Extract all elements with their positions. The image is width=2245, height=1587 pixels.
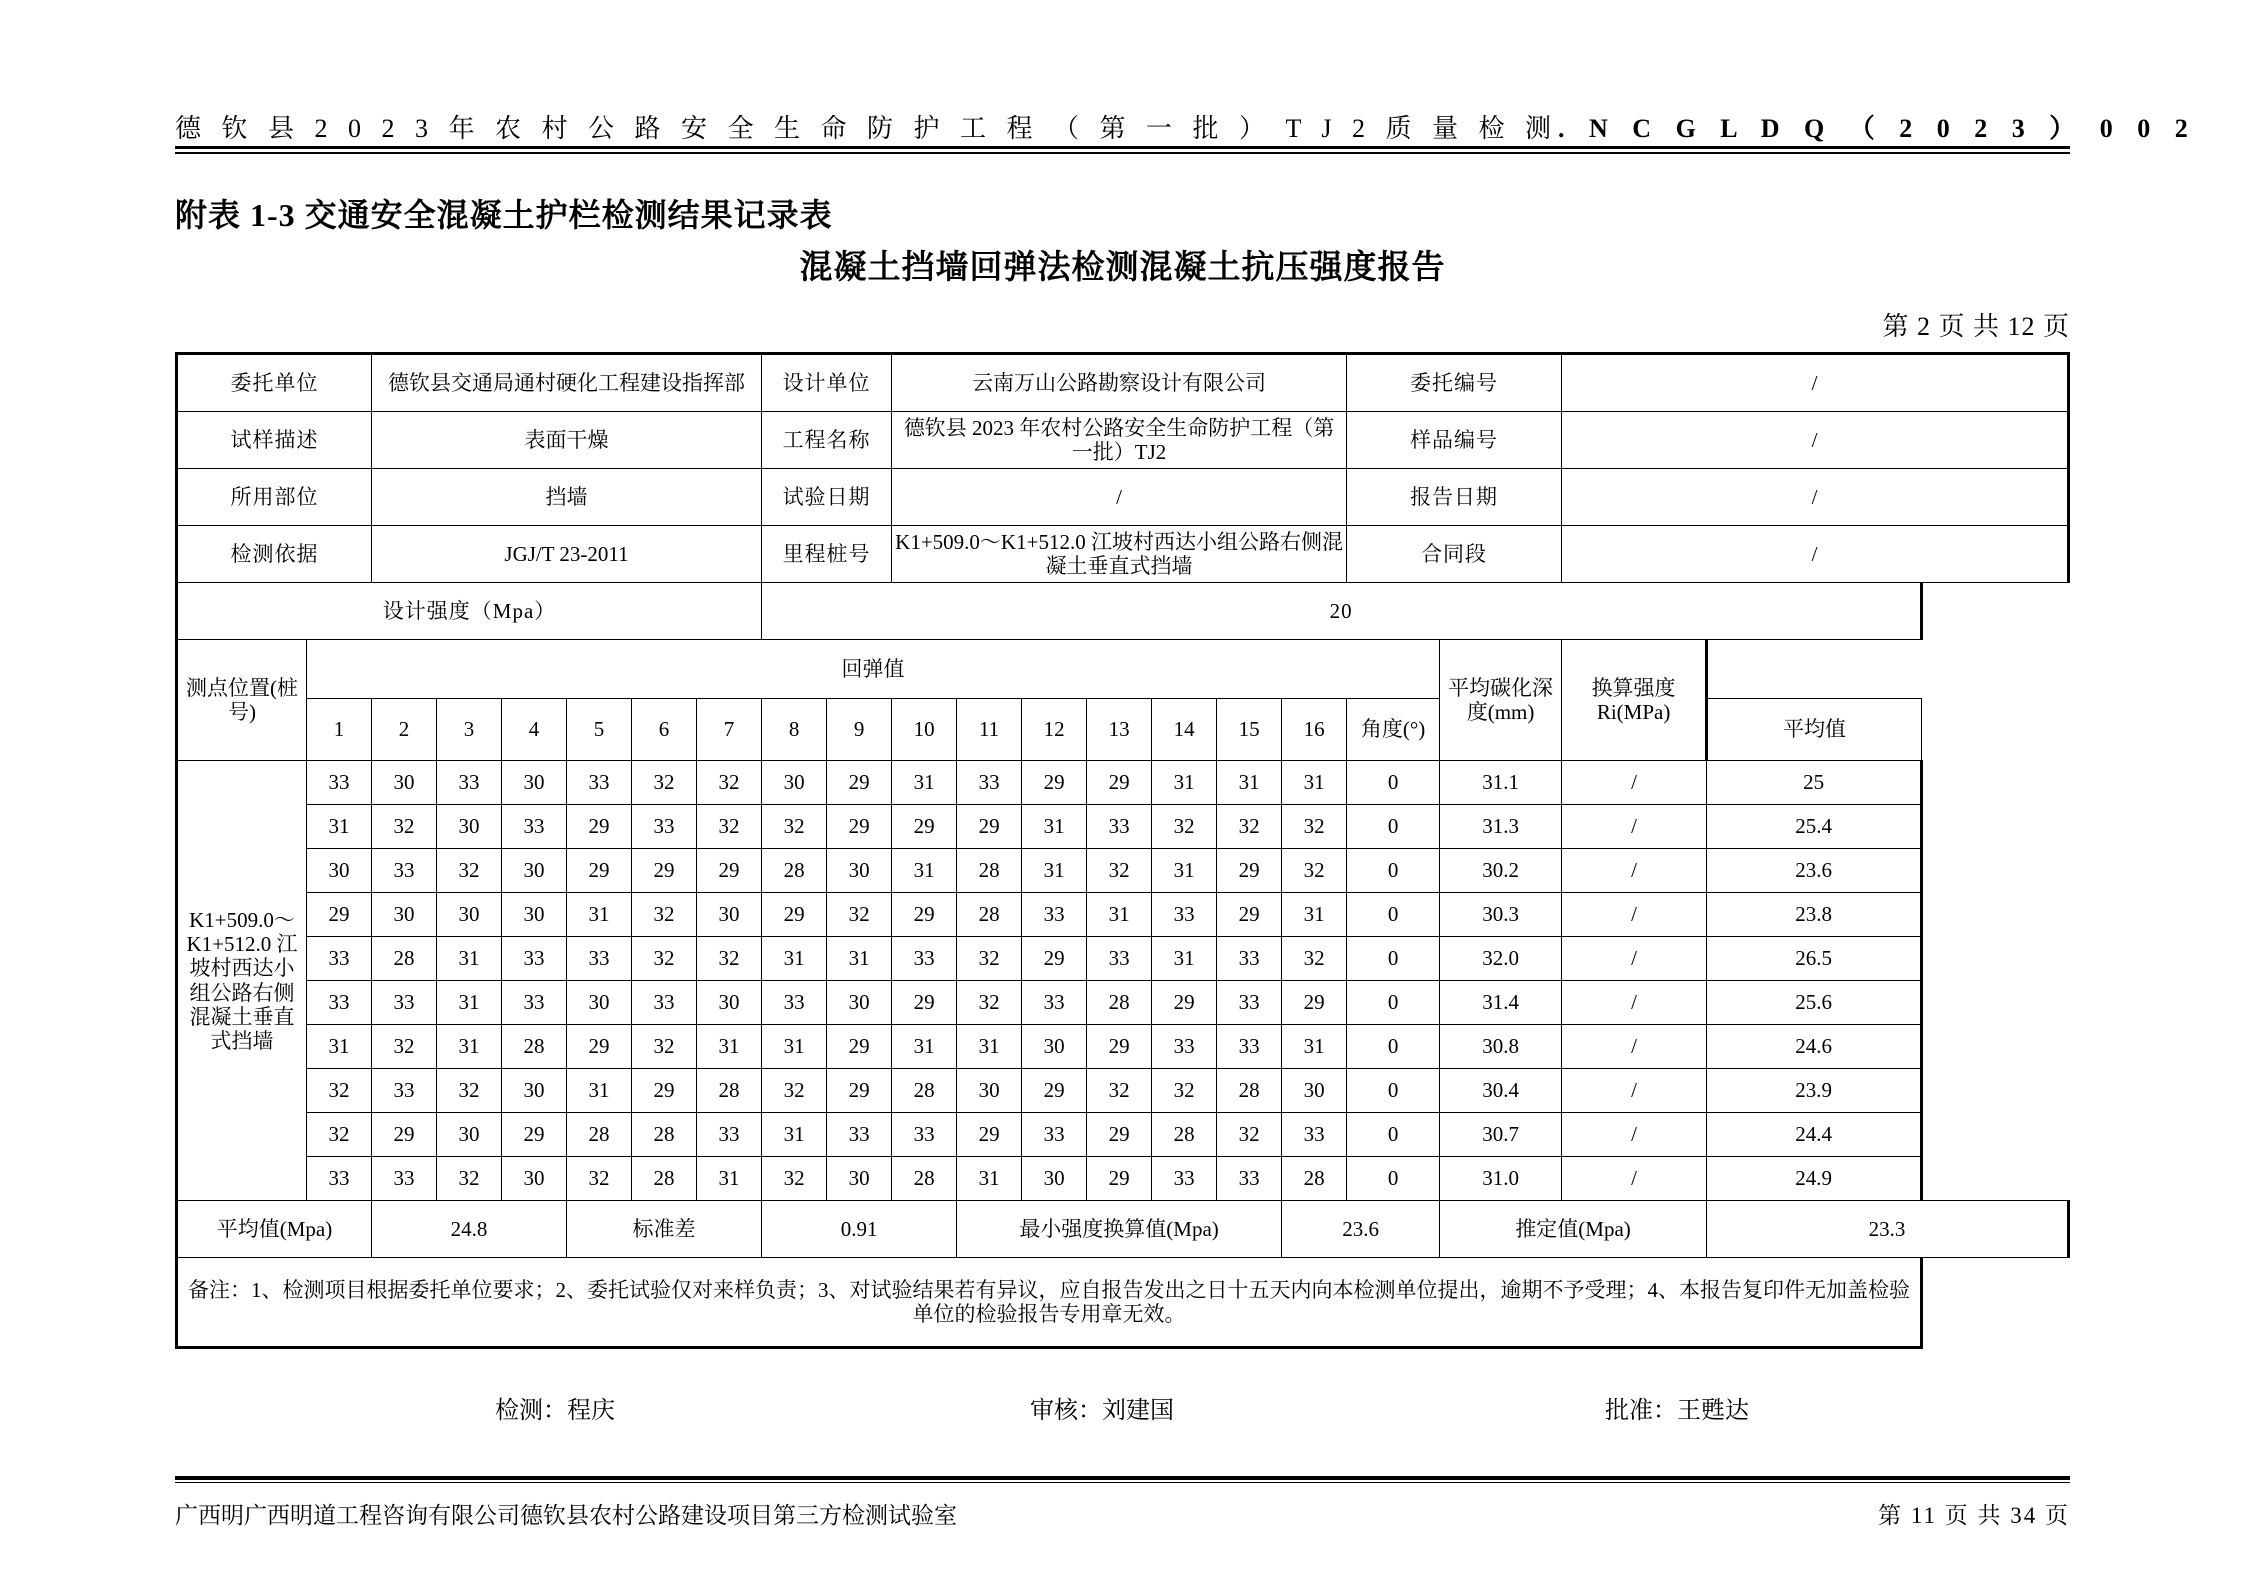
design-strength-row: [177, 583, 2069, 640]
rebound-cell-6: 32: [632, 893, 697, 937]
rebound-cell-16: 32: [1282, 937, 1347, 981]
rebound-cell-13: 33: [1087, 937, 1152, 981]
angle-header: 角度(°): [1347, 699, 1440, 761]
rebound-cell-4: 33: [502, 937, 567, 981]
location-value: K1+509.0～K1+512.0 江坡村西达小组公路右侧混凝土垂直式挡墙: [177, 761, 307, 1201]
rebound-cell-12: 31: [1022, 805, 1087, 849]
rebound-cell-1: 31: [307, 1025, 372, 1069]
contract-value: /: [1562, 526, 2069, 583]
estimated-label: 推定值(Mpa): [1440, 1201, 1707, 1258]
rebound-cell-11: 29: [957, 805, 1022, 849]
rebound-cell-14: 29: [1152, 981, 1217, 1025]
rebound-cell-5: 29: [567, 849, 632, 893]
basis-label: 检测依据: [177, 526, 372, 583]
rebound-cell-9: 29: [827, 805, 892, 849]
running-header: [175, 108, 2197, 145]
table-row: [177, 1069, 2069, 1113]
rebound-cell-4: 33: [502, 981, 567, 1025]
rebound-cell-8: 32: [762, 1157, 827, 1201]
average-header: 平均值: [1707, 699, 1922, 761]
rebound-cell-10: 33: [892, 1113, 957, 1157]
table-row: [177, 1025, 2069, 1069]
rebound-cell-10: 28: [892, 1069, 957, 1113]
rebound-cell-2: 33: [372, 981, 437, 1025]
average-cell: 31.1: [1440, 761, 1562, 805]
rebound-cell-9: 30: [827, 849, 892, 893]
table-row: [177, 805, 2069, 849]
table-head-cols-row: [177, 699, 2069, 761]
rebound-col-8: 8: [762, 699, 827, 761]
rebound-cell-4: 28: [502, 1025, 567, 1069]
rebound-cell-7: 30: [697, 893, 762, 937]
rebound-cell-11: 31: [957, 1157, 1022, 1201]
report-date-value: /: [1562, 469, 2069, 526]
header-divider: [175, 146, 2070, 154]
client-label: 委托单位: [177, 354, 372, 412]
rebound-cell-1: 30: [307, 849, 372, 893]
rebound-col-13: 13: [1087, 699, 1152, 761]
rebound-cell-1: 31: [307, 805, 372, 849]
rebound-cell-9: 30: [827, 1157, 892, 1201]
rebound-cell-4: 30: [502, 849, 567, 893]
rebound-cell-15: 33: [1217, 981, 1282, 1025]
rebound-cell-6: 29: [632, 1069, 697, 1113]
rebound-cell-1: 33: [307, 981, 372, 1025]
rebound-cell-14: 33: [1152, 893, 1217, 937]
part-value: 挡墙: [372, 469, 762, 526]
rebound-cell-5: 28: [567, 1113, 632, 1157]
rebound-cell-5: 29: [567, 805, 632, 849]
average-cell: 30.7: [1440, 1113, 1562, 1157]
rebound-cell-14: 31: [1152, 849, 1217, 893]
rebound-col-4: 4: [502, 699, 567, 761]
rebound-cell-13: 32: [1087, 849, 1152, 893]
converted-strength-cell: 25: [1707, 761, 1922, 805]
converted-strength-header: 换算强度 Ri(MPa): [1562, 640, 1707, 761]
rebound-col-7: 7: [697, 699, 762, 761]
rebound-cell-3: 32: [437, 1069, 502, 1113]
summary-row: [177, 1201, 2069, 1258]
rebound-cell-15: 31: [1217, 761, 1282, 805]
rebound-cell-14: 28: [1152, 1113, 1217, 1157]
designer-label: 设计单位: [762, 354, 892, 412]
rebound-cell-1: 29: [307, 893, 372, 937]
rebound-cell-14: 32: [1152, 1069, 1217, 1113]
rebound-cell-7: 30: [697, 981, 762, 1025]
rebound-col-2: 2: [372, 699, 437, 761]
angle-cell: 0: [1347, 849, 1440, 893]
angle-cell: 0: [1347, 937, 1440, 981]
rebound-cell-13: 32: [1087, 1069, 1152, 1113]
table-row: [177, 893, 2069, 937]
rebound-cell-8: 29: [762, 893, 827, 937]
rebound-cell-7: 29: [697, 849, 762, 893]
rebound-cell-3: 31: [437, 937, 502, 981]
info-row-sample-desc: [177, 412, 2069, 469]
entrust-no-value: /: [1562, 354, 2069, 412]
converted-strength-cell: 26.5: [1707, 937, 1922, 981]
rebound-cell-5: 30: [567, 981, 632, 1025]
rebound-cell-7: 32: [697, 937, 762, 981]
converted-strength-cell: 24.6: [1707, 1025, 1922, 1069]
carbonation-cell: /: [1562, 937, 1707, 981]
converted-strength-cell: 23.6: [1707, 849, 1922, 893]
rebound-cell-15: 28: [1217, 1069, 1282, 1113]
rebound-cell-2: 32: [372, 1025, 437, 1069]
rebound-cell-13: 31: [1087, 893, 1152, 937]
rebound-cell-7: 33: [697, 1113, 762, 1157]
rebound-cell-8: 32: [762, 805, 827, 849]
rebound-cell-4: 30: [502, 1069, 567, 1113]
rebound-cell-10: 29: [892, 981, 957, 1025]
rebound-cell-14: 33: [1152, 1025, 1217, 1069]
rebound-cell-15: 32: [1217, 805, 1282, 849]
running-header-right: . N C G L D Q （ 2 0 2 3 ） 0 0 2: [1558, 114, 2197, 143]
rebound-cell-12: 29: [1022, 761, 1087, 805]
running-header-left: 德 钦 县 2 0 2 3 年 农 村 公 路 安 全 生 命 防 护 工 程 （ 第 一 批 ） T J 2 质 量 检 测: [175, 114, 1559, 143]
rebound-cell-16: 31: [1282, 893, 1347, 937]
rebound-cell-6: 28: [632, 1113, 697, 1157]
rebound-cell-11: 28: [957, 893, 1022, 937]
rebound-cell-14: 31: [1152, 937, 1217, 981]
info-row-client: [177, 354, 2069, 412]
converted-strength-cell: 24.4: [1707, 1113, 1922, 1157]
rebound-cell-7: 31: [697, 1157, 762, 1201]
rebound-cell-16: 31: [1282, 761, 1347, 805]
rebound-cell-6: 33: [632, 981, 697, 1025]
rebound-cell-10: 29: [892, 893, 957, 937]
rebound-cell-7: 31: [697, 1025, 762, 1069]
rebound-cell-2: 33: [372, 1157, 437, 1201]
rebound-cell-9: 33: [827, 1113, 892, 1157]
rebound-cell-12: 30: [1022, 1157, 1087, 1201]
rebound-cell-11: 29: [957, 1113, 1022, 1157]
average-cell: 30.2: [1440, 849, 1562, 893]
rebound-cell-3: 31: [437, 1025, 502, 1069]
table-head-group-row: [177, 640, 2069, 699]
converted-strength-cell: 23.9: [1707, 1069, 1922, 1113]
info-row-basis: [177, 526, 2069, 583]
carbonation-header: 平均碳化深度(mm): [1440, 640, 1562, 761]
designer-value: 云南万山公路勘察设计有限公司: [892, 354, 1347, 412]
rebound-cell-15: 33: [1217, 937, 1282, 981]
rebound-col-14: 14: [1152, 699, 1217, 761]
estimated-value: 23.3: [1707, 1201, 2069, 1258]
running-footer-left: 广西明广西明道工程咨询有限公司德钦县农村公路建设项目第三方检测试验室: [175, 1503, 957, 1528]
rebound-cell-4: 30: [502, 761, 567, 805]
rebound-cell-2: 28: [372, 937, 437, 981]
location-header: 测点位置(桩号): [177, 640, 307, 761]
converted-strength-cell: 25.4: [1707, 805, 1922, 849]
average-cell: 30.3: [1440, 893, 1562, 937]
reviewer-signature: 审核：刘建国: [1030, 1398, 1174, 1424]
rebound-cell-4: 30: [502, 1157, 567, 1201]
attachment-title: 附表 1-3 交通安全混凝土护栏检测结果记录表: [175, 197, 833, 233]
rebound-cell-14: 31: [1152, 761, 1217, 805]
rebound-cell-9: 29: [827, 1069, 892, 1113]
rebound-cell-3: 32: [437, 1157, 502, 1201]
rebound-cell-2: 32: [372, 805, 437, 849]
tester-signature: 检测：程庆: [495, 1398, 615, 1424]
rebound-col-12: 12: [1022, 699, 1087, 761]
rebound-cell-9: 30: [827, 981, 892, 1025]
std-value: 0.91: [762, 1201, 957, 1258]
rebound-cell-14: 32: [1152, 805, 1217, 849]
angle-cell: 0: [1347, 1157, 1440, 1201]
rebound-cell-9: 29: [827, 1025, 892, 1069]
entrust-no-label: 委托编号: [1347, 354, 1562, 412]
rebound-cell-2: 29: [372, 1113, 437, 1157]
rebound-cell-12: 33: [1022, 1113, 1087, 1157]
angle-cell: 0: [1347, 1069, 1440, 1113]
rebound-cell-3: 30: [437, 805, 502, 849]
rebound-cell-9: 29: [827, 761, 892, 805]
angle-cell: 0: [1347, 1025, 1440, 1069]
contract-label: 合同段: [1347, 526, 1562, 583]
report-title: 混凝土挡墙回弹法检测混凝土抗压强度报告: [799, 250, 1446, 286]
angle-cell: 0: [1347, 1113, 1440, 1157]
average-cell: 31.0: [1440, 1157, 1562, 1201]
rebound-cell-15: 33: [1217, 1157, 1282, 1201]
rebound-cell-12: 30: [1022, 1025, 1087, 1069]
carbonation-cell: /: [1562, 761, 1707, 805]
min-converted-label: 最小强度换算值(Mpa): [957, 1201, 1282, 1258]
station-value: K1+509.0～K1+512.0 江坡村西达小组公路右侧混凝土垂直式挡墙: [892, 526, 1347, 583]
design-strength-value: 20: [762, 583, 1922, 640]
rebound-cell-8: 28: [762, 849, 827, 893]
converted-strength-cell: 23.8: [1707, 893, 1922, 937]
part-label: 所用部位: [177, 469, 372, 526]
carbonation-cell: /: [1562, 981, 1707, 1025]
rebound-cell-6: 32: [632, 1025, 697, 1069]
info-row-part: [177, 469, 2069, 526]
rebound-cell-12: 29: [1022, 1069, 1087, 1113]
rebound-col-5: 5: [567, 699, 632, 761]
rebound-col-1: 1: [307, 699, 372, 761]
mean-value: 24.8: [372, 1201, 567, 1258]
rebound-cell-8: 31: [762, 937, 827, 981]
rebound-cell-11: 32: [957, 981, 1022, 1025]
project-name-label: 工程名称: [762, 412, 892, 469]
angle-cell: 0: [1347, 893, 1440, 937]
mean-label: 平均值(Mpa): [177, 1201, 372, 1258]
rebound-cell-10: 31: [892, 1025, 957, 1069]
average-cell: 32.0: [1440, 937, 1562, 981]
rebound-cell-15: 32: [1217, 1113, 1282, 1157]
angle-cell: 0: [1347, 805, 1440, 849]
note-text: 备注：1、检测项目根据委托单位要求；2、委托试验仅对来样负责；3、对试验结果若有异议，应自报告发出之日十五天内向本检测单位提出，逾期不予受理；4、本报告复印件无加盖检验单位的检验报告专用章无效。: [177, 1258, 1922, 1348]
rebound-cell-9: 32: [827, 893, 892, 937]
test-date-value: /: [892, 469, 1347, 526]
sample-desc-label: 试样描述: [177, 412, 372, 469]
table-row: [177, 761, 2069, 805]
table-row: [177, 1113, 2069, 1157]
rebound-cell-11: 28: [957, 849, 1022, 893]
rebound-cell-6: 32: [632, 761, 697, 805]
rebound-cell-8: 31: [762, 1113, 827, 1157]
rebound-cell-3: 33: [437, 761, 502, 805]
sample-desc-value: 表面干燥: [372, 412, 762, 469]
rebound-cell-10: 31: [892, 761, 957, 805]
rebound-cell-13: 29: [1087, 1113, 1152, 1157]
rebound-cell-2: 33: [372, 1069, 437, 1113]
rebound-cell-1: 33: [307, 937, 372, 981]
carbonation-cell: /: [1562, 893, 1707, 937]
carbonation-cell: /: [1562, 1069, 1707, 1113]
rebound-cell-2: 33: [372, 849, 437, 893]
rebound-cell-4: 30: [502, 893, 567, 937]
note-row: [177, 1258, 2069, 1348]
basis-value: JGJ/T 23-2011: [372, 526, 762, 583]
rebound-cell-1: 32: [307, 1113, 372, 1157]
rebound-cell-15: 33: [1217, 1025, 1282, 1069]
sample-no-value: /: [1562, 412, 2069, 469]
rebound-cell-16: 29: [1282, 981, 1347, 1025]
rebound-cell-5: 32: [567, 1157, 632, 1201]
running-footer: [175, 1497, 2070, 1530]
std-label: 标准差: [567, 1201, 762, 1258]
rebound-cell-3: 32: [437, 849, 502, 893]
rebound-cell-4: 29: [502, 1113, 567, 1157]
rebound-cell-7: 28: [697, 1069, 762, 1113]
report-table: [175, 352, 2070, 1349]
rebound-cell-16: 32: [1282, 849, 1347, 893]
rebound-cell-13: 33: [1087, 805, 1152, 849]
converted-strength-cell: 25.6: [1707, 981, 1922, 1025]
sample-no-label: 样品编号: [1347, 412, 1562, 469]
footer-divider: [175, 1476, 2070, 1483]
rebound-cell-3: 31: [437, 981, 502, 1025]
rebound-cell-13: 28: [1087, 981, 1152, 1025]
table-row: [177, 849, 2069, 893]
rebound-cell-3: 30: [437, 893, 502, 937]
rebound-cell-15: 29: [1217, 849, 1282, 893]
average-cell: 31.3: [1440, 805, 1562, 849]
rebound-cell-6: 32: [632, 937, 697, 981]
rebound-cell-16: 33: [1282, 1113, 1347, 1157]
rebound-cell-2: 30: [372, 893, 437, 937]
rebound-cell-4: 33: [502, 805, 567, 849]
carbonation-cell: /: [1562, 1025, 1707, 1069]
average-cell: 31.4: [1440, 981, 1562, 1025]
rebound-col-10: 10: [892, 699, 957, 761]
rebound-cell-8: 31: [762, 1025, 827, 1069]
rebound-cell-13: 29: [1087, 761, 1152, 805]
approver-signature: 批准：王甦达: [1605, 1398, 1749, 1424]
rebound-cell-2: 30: [372, 761, 437, 805]
rebound-cell-1: 32: [307, 1069, 372, 1113]
rebound-cell-5: 31: [567, 893, 632, 937]
project-name-value: 德钦县 2023 年农村公路安全生命防护工程（第一批）TJ2: [892, 412, 1347, 469]
rebound-cell-12: 31: [1022, 849, 1087, 893]
rebound-col-15: 15: [1217, 699, 1282, 761]
average-cell: 30.4: [1440, 1069, 1562, 1113]
rebound-cell-11: 33: [957, 761, 1022, 805]
station-label: 里程桩号: [762, 526, 892, 583]
rebound-cell-1: 33: [307, 1157, 372, 1201]
rebound-cell-11: 30: [957, 1069, 1022, 1113]
rebound-cell-10: 33: [892, 937, 957, 981]
rebound-cell-9: 31: [827, 937, 892, 981]
rebound-col-3: 3: [437, 699, 502, 761]
rebound-cell-15: 29: [1217, 893, 1282, 937]
rebound-col-6: 6: [632, 699, 697, 761]
angle-cell: 0: [1347, 761, 1440, 805]
rebound-cell-5: 31: [567, 1069, 632, 1113]
rebound-col-9: 9: [827, 699, 892, 761]
client-value: 德钦县交通局通村硬化工程建设指挥部: [372, 354, 762, 412]
rebound-cell-7: 32: [697, 761, 762, 805]
rebound-cell-12: 33: [1022, 893, 1087, 937]
rebound-cell-10: 31: [892, 849, 957, 893]
rebound-cell-11: 32: [957, 937, 1022, 981]
rebound-cell-13: 29: [1087, 1025, 1152, 1069]
report-date-label: 报告日期: [1347, 469, 1562, 526]
rebound-cell-8: 33: [762, 981, 827, 1025]
rebound-cell-8: 30: [762, 761, 827, 805]
rebound-cell-12: 33: [1022, 981, 1087, 1025]
rebound-col-11: 11: [957, 699, 1022, 761]
running-footer-right: 第 11 页 共 34 页: [1878, 1503, 2070, 1528]
converted-strength-cell: 24.9: [1707, 1157, 1922, 1201]
rebound-cell-16: 31: [1282, 1025, 1347, 1069]
rebound-cell-13: 29: [1087, 1157, 1152, 1201]
table-row: [177, 981, 2069, 1025]
rebound-cell-14: 33: [1152, 1157, 1217, 1201]
min-converted-value: 23.6: [1282, 1201, 1440, 1258]
rebound-cell-16: 28: [1282, 1157, 1347, 1201]
design-strength-label: 设计强度（Mpa）: [177, 583, 762, 640]
rebound-cell-6: 29: [632, 849, 697, 893]
rebound-col-16: 16: [1282, 699, 1347, 761]
carbonation-cell: /: [1562, 1113, 1707, 1157]
rebound-cell-16: 32: [1282, 805, 1347, 849]
rebound-cell-5: 29: [567, 1025, 632, 1069]
table-row: [177, 1157, 2069, 1201]
rebound-cell-6: 28: [632, 1157, 697, 1201]
rebound-cell-11: 31: [957, 1025, 1022, 1069]
angle-cell: 0: [1347, 981, 1440, 1025]
rebound-cell-10: 29: [892, 805, 957, 849]
rebound-cell-16: 30: [1282, 1069, 1347, 1113]
rebound-cell-6: 33: [632, 805, 697, 849]
page-of-label: 第 2 页 共 12 页: [1882, 312, 2070, 341]
average-cell: 30.8: [1440, 1025, 1562, 1069]
carbonation-cell: /: [1562, 849, 1707, 893]
rebound-cell-5: 33: [567, 937, 632, 981]
rebound-cell-1: 33: [307, 761, 372, 805]
rebound-group-header: 回弹值: [307, 640, 1440, 699]
rebound-cell-5: 33: [567, 761, 632, 805]
rebound-cell-7: 32: [697, 805, 762, 849]
table-row: [177, 937, 2069, 981]
rebound-cell-10: 28: [892, 1157, 957, 1201]
carbonation-cell: /: [1562, 805, 1707, 849]
rebound-cell-3: 30: [437, 1113, 502, 1157]
rebound-cell-8: 32: [762, 1069, 827, 1113]
test-date-label: 试验日期: [762, 469, 892, 526]
carbonation-cell: /: [1562, 1157, 1707, 1201]
rebound-cell-12: 29: [1022, 937, 1087, 981]
